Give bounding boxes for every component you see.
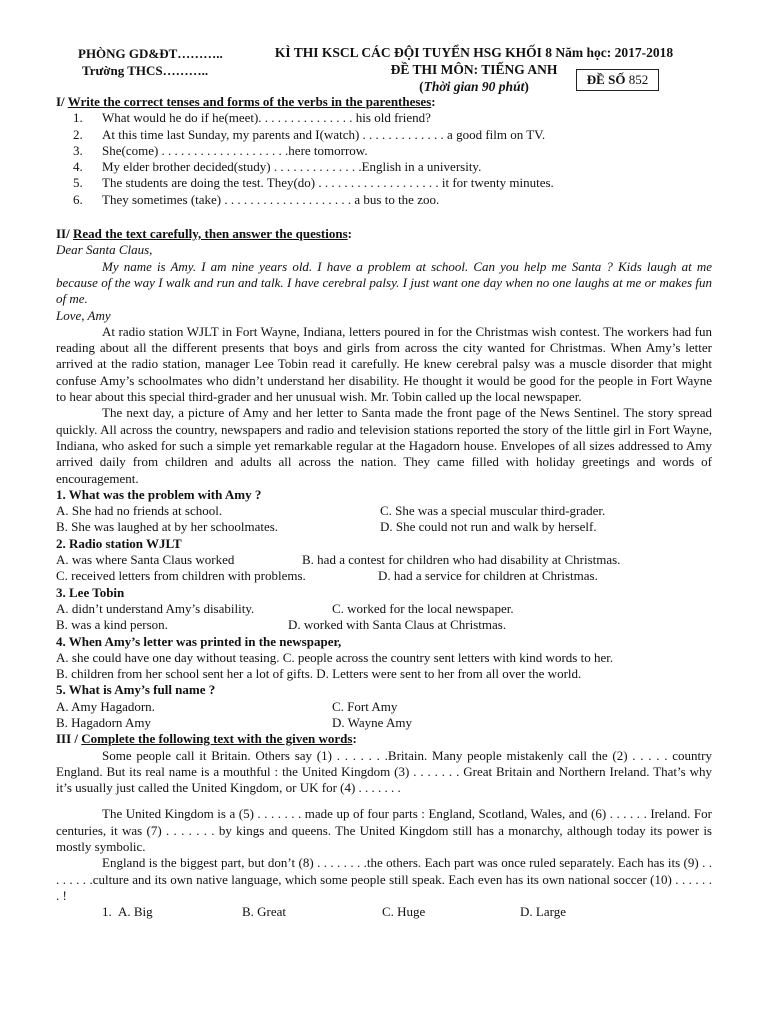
exam-title: KÌ THI KSCL CÁC ĐỘI TUYỂN HSG KHỐI 8 Năm học: 2017-2018 [274,45,674,60]
item-number: 5. [73,175,83,191]
option-row [56,552,712,568]
item-number: 1. [73,110,83,126]
part1-number: I/ [56,94,68,109]
list-item [73,159,712,175]
item-number: 1. [102,904,112,920]
option-c: C. She was a special muscular third-grader. [380,503,606,519]
item-text: They sometimes (take) . . . . . . . . . . . . . . . . . . . . a bus to the zoo. [102,191,440,207]
letter-body: My name is Amy. I am nine years old. I have a problem at school. Can you help me Santa ? Kids laugh at me because of the way I walk and run and talk. I have cerebral palsy. I just want one day when no one laughs at me or makes fun of me. [56,258,712,307]
list-item [73,110,712,126]
option-a: A. Amy Hagadorn. [56,698,155,714]
item-text: My elder brother decided(study) . . . . . . . . . . . . . .English in a university. [102,159,482,175]
part3-colon: : [352,731,357,747]
option-d: D. She could not run and walk by herself. [380,519,597,535]
department-label: PHÒNG GD&ĐT……….. [78,46,223,61]
question-title: 2. Radio station WJLT [56,535,182,551]
option-row [56,617,712,633]
exam-content [56,94,712,921]
question-title: 4. When Amy’s letter was printed in the newspaper, [56,633,342,649]
part2-title: Read the text carefully, then answer the questions [72,226,348,242]
option-a: A. She had no friends at school. [56,503,223,519]
part2-number: II/ [56,226,73,242]
option-c: C. received letters from children with problems. [56,568,306,584]
list-item [73,191,712,208]
time-close-paren: ) [524,79,529,94]
exam-code-number: 852 [628,72,649,87]
header-left [78,45,223,79]
cloze-paragraph: The United Kingdom is a (5) . . . . . . . made up of four parts : England, Scotland, Wales, and (6) . . . . . . Ireland. For centuries, it was (7) . . . . . . . by kings and queens. The United Kingdom still has a monarchy, although today its power is mostly symbolic. [56,806,712,855]
option-row [56,699,712,715]
list-item [73,142,712,159]
part1-title: Write the correct tenses and forms of the verbs in the parentheses [67,94,432,109]
exam-code-label: ĐỀ SỐ [586,72,626,87]
item-text: What would he do if he(meet). . . . . . . . . . . . . . . his old friend? [102,110,431,126]
option-b: B. was a kind person. [56,617,168,633]
item-text: The students are doing the test. They(do) . . . . . . . . . . . . . . . . . . . it for twenty minutes. [102,175,554,191]
time-text: Thời gian 90 phút [423,79,525,94]
letter-salutation: Dear Santa Claus, [56,242,153,258]
option-d: D. had a service for children at Christmas. [378,568,598,584]
option-row [56,601,712,617]
letter-signoff: Love, Amy [56,307,111,323]
reading-paragraph: The next day, a picture of Amy and her letter to Santa made the front page of the News Sentinel. The story spread quickly. All across the country, newspapers and radio and television stations reported the story of the little girl in Fort Wayne, Indiana, who asked for such a simple yet remarkable regular at the Hagadorn house. Envelopes of all sizes addressed to Amy arrived daily from children and adults all across the nation. They came filled with holiday greetings and words of encouragement. [56,405,712,486]
option-a: A. didn’t understand Amy’s disability. [56,600,255,616]
part1-list [56,110,712,208]
item-number: 6. [73,191,83,207]
option-b: B. had a contest for children who had disability at Christmas. [302,552,621,568]
item-number: 4. [73,159,83,175]
option-row [56,519,712,535]
part2-colon: : [347,226,353,242]
option-c: C. Fort Amy [332,698,398,714]
option-c: C. worked for the local newspaper. [332,600,514,616]
option-d: D. Large [520,904,566,920]
option-row [56,715,712,731]
part1-heading [56,94,712,110]
part3-number: III / [56,731,82,747]
question-title: 5. What is Amy’s full name ? [56,682,216,698]
spacer [56,796,712,806]
item-number: 2. [73,126,83,142]
list-item [73,175,712,191]
item-number: 3. [73,142,83,158]
option-a: A. Big [118,904,153,920]
part1-colon: : [431,94,436,109]
option-b: B. Great [242,904,287,920]
spacer [56,208,712,226]
option-d: D. Wayne Amy [332,714,412,730]
exam-subject: ĐỀ THI MÔN: TIẾNG ANH [390,62,558,77]
question-title: 3. Lee Tobin [56,584,125,600]
part3-heading [56,731,712,747]
cloze-paragraph: England is the biggest part, but don’t (8) . . . . . . . .the others. Each part was once ruled separately. Each has its (9) . . . . . . . .culture and its own native language, which some people still speak. Each even has its own national soccer (10) . . . . . . . ! [56,855,712,903]
item-text: She(come) . . . . . . . . . . . . . . . . . . . .here tomorrow. [102,142,368,158]
reading-paragraph: At radio station WJLT in Fort Wayne, Indiana, letters poured in for the Christmas wish contest. The workers had fun reading about all the different presents that boys and girls from across the city wanted for Christmas. When Amy’s letter arrived at the radio station, manager Lee Tobin read it carefully. He knew cerebral palsy was a muscle disorder that might confuse Amy’s schoolmates who didn’t understand her disability. He thought it would be good for the people in Fort Wayne to hear about this special third-grader and her unusual wish. Mr. Tobin called up the local newspaper. [56,323,712,405]
cloze-paragraph: Some people call it Britain. Others say (1) . . . . . . .Britain. Many people mistakenly call the (2) . . . . . country England. But its real name is a mouthful : the United Kingdom (3) . . . . . . . Great Britain and Northern Ireland. That’s why it’s usually just called the United Kingdom, or UK for (4) . . . . . . . [56,747,712,796]
option-b: B. She was laughed at by her schoolmates. [56,519,279,535]
option-d: D. worked with Santa Claus at Christmas. [288,617,507,633]
option-a: A. was where Santa Claus worked [56,552,235,568]
option-b: B. Hagadorn Amy [56,714,151,730]
question-title: 1. What was the problem with Amy ? [56,486,262,502]
exam-code-box [576,69,659,91]
part3-title: Complete the following text with the given words [81,731,353,747]
option-row [56,503,712,519]
option-row: B. children from her school sent her a lot of gifts. D. Letters were sent to her from all over the world. [56,666,582,682]
list-item [73,126,712,143]
part2-heading [56,226,712,242]
time-open-paren: ( [419,79,424,94]
option-row [56,568,712,584]
option-row: A. she could have one day without teasing. C. people across the country sent letters with kind words to her. [56,649,614,665]
option-row [56,904,712,920]
school-label: Trường THCS……….. [82,63,209,78]
item-text: At this time last Sunday, my parents and I(watch) . . . . . . . . . . . . . a good film on TV. [102,126,546,142]
option-c: C. Huge [382,904,426,920]
